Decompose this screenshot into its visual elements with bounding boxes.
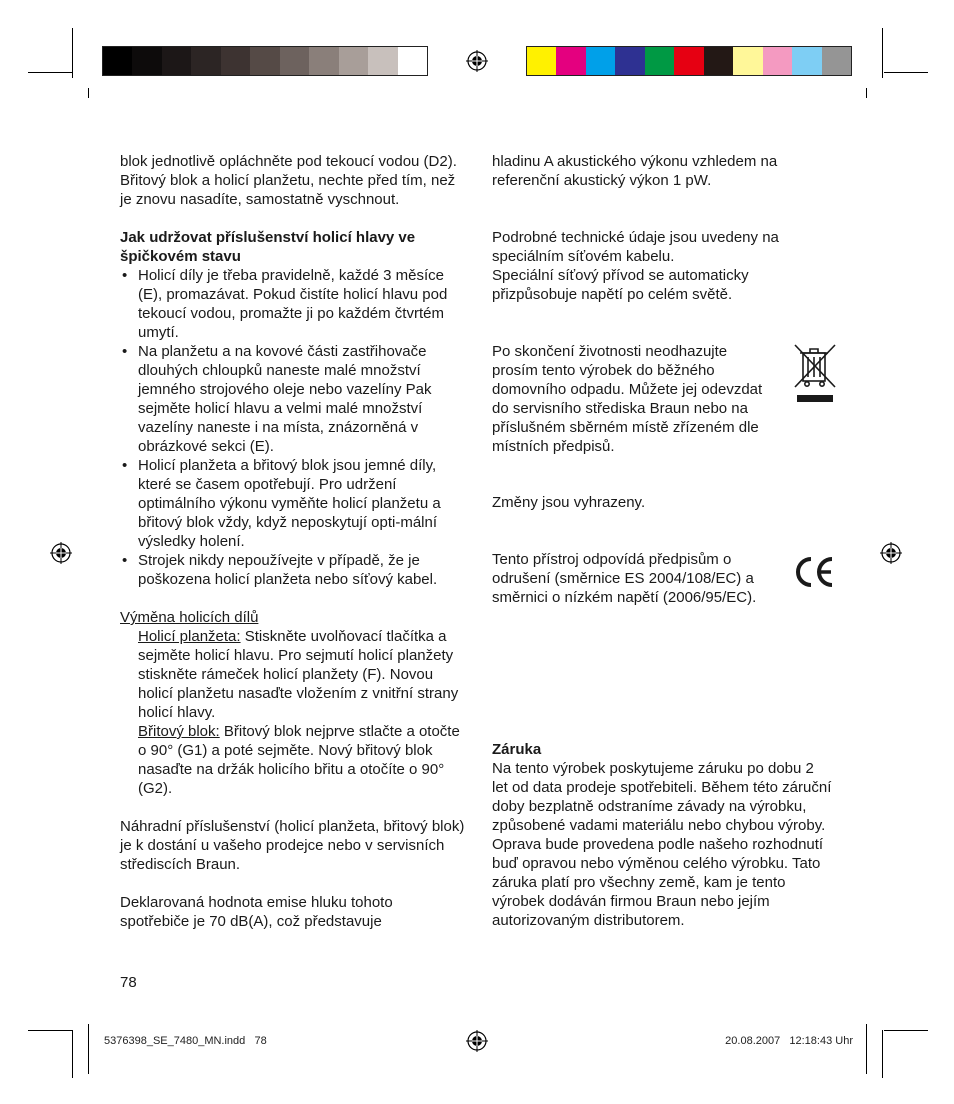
tech-paragraph-1: Podrobné technické údaje jsou uvedeny na speciálním síťovém kabelu. (492, 229, 779, 265)
crop-mark (72, 1030, 73, 1078)
ce-paragraph: Tento přístroj odpovídá předpisům o odrušení (směrnice ES 2004/108/EC) a směrnici o nízkém napětí (2006/95/EC). (492, 551, 757, 606)
cutter-label: Břitový blok: (138, 723, 220, 740)
color-swatch (763, 47, 792, 75)
color-swatch (704, 47, 733, 75)
left-column (120, 152, 465, 931)
color-swatch (162, 47, 191, 75)
crop-mark (88, 1024, 89, 1074)
color-swatch (586, 47, 615, 75)
cutter-instructions (120, 722, 465, 798)
noise-continued: hladinu A akustického výkonu vzhledem na referenční akustický výkon 1 pW. (492, 153, 778, 189)
registration-mark-icon (466, 1030, 488, 1052)
crop-mark (88, 88, 89, 98)
registration-mark-icon (50, 542, 72, 564)
color-swatch (398, 47, 427, 75)
crop-mark (866, 1024, 867, 1074)
color-swatch (250, 47, 279, 75)
color-swatch (339, 47, 368, 75)
crop-mark (866, 88, 867, 98)
crop-mark (72, 28, 73, 78)
foil-instructions (120, 627, 465, 722)
crop-mark (884, 1030, 928, 1031)
color-swatch (645, 47, 674, 75)
crop-mark (884, 72, 928, 73)
color-swatch (191, 47, 220, 75)
registration-mark-icon (466, 50, 488, 72)
warranty-section (492, 740, 832, 930)
color-swatch (103, 47, 132, 75)
list-item: • Na planžetu a na kovové části zastřihovače dlouhých chloupků naneste malé množství jemného strojového oleje nebo vazelíny Pak sejměte holicí hlavu a velmi malé množství vazelíny naneste i na místa, znázorněná v obrázkové sekci (E). (120, 342, 465, 456)
color-swatch (615, 47, 644, 75)
gray-color-bar (102, 46, 428, 76)
weee-crossed-bin-icon (793, 343, 837, 405)
crop-mark (28, 72, 72, 73)
footer-file-info: 5376398_SE_7480_MN.indd 78 (104, 1035, 267, 1047)
replace-heading: Výměna holicích dílů (120, 609, 259, 626)
page-number: 78 (120, 974, 137, 991)
color-swatch (792, 47, 821, 75)
foil-label: Holicí planžeta: (138, 628, 241, 645)
color-swatch (368, 47, 397, 75)
list-item: • Holicí planžeta a břitový blok jsou jemné díly, které se časem opotřebují. Pro udržení optimálního výkonu vyměňte holicí planžetu a břitový blok vždy, když neposkytují opti-mální výsledky holení. (120, 456, 465, 551)
cutter-text: Břitový blok nejprve stlačte a otočte o 90° (G1) a poté sejměte. Nový břitový blok nasaďte na držák holicího břitu a otočíte o 90° (G2). (138, 723, 460, 797)
spare-parts-paragraph: Náhradní příslušenství (holicí planžeta, břitový blok) je k dostání u vašeho prodejce nebo v servisních střediscích Braun. (120, 818, 465, 873)
color-swatch (221, 47, 250, 75)
footer-datetime: 20.08.2007 12:18:43 Uhr (725, 1035, 853, 1047)
noise-paragraph: Deklarovaná hodnota emise hluku tohoto spotřebiče je 70 dB(A), což představuje (120, 894, 393, 930)
process-color-bar (526, 46, 852, 76)
changes-reserved: Změny jsou vyhrazeny. (492, 494, 646, 511)
tech-paragraph-2: Speciální síťový přívod se automaticky přizpůsobuje napětí po celém světě. (492, 267, 749, 303)
care-heading: Jak udržovat příslušenství holicí hlavy ve špičkovém stavu (120, 229, 416, 265)
color-swatch (674, 47, 703, 75)
registration-mark-icon (880, 542, 902, 564)
list-item: • Strojek nikdy nepoužívejte v případě, že je poškozena holicí planžeta nebo síťový kabel. (120, 551, 465, 589)
color-swatch (309, 47, 338, 75)
ce-mark-icon (792, 555, 836, 589)
tech-data (492, 228, 832, 304)
crop-mark (28, 1030, 72, 1031)
disposal-paragraph: Po skončení životnosti neodhazujte prosím tento výrobek do běžného domovního odpadu. Můžete jej odevzdat do servisního střediska Braun nebo na příslušném sběrném místě zřízeném dle místních předpisů. (492, 343, 763, 455)
crop-mark (882, 1030, 883, 1078)
color-swatch (733, 47, 762, 75)
intro-paragraph: blok jednotlivě opláchněte pod tekoucí vodou (D2). Břitový blok a holicí planžetu, nechte před tím, než je znovu nasadíte, samostatně vyschnout. (120, 153, 457, 208)
warranty-heading: Záruka (492, 741, 542, 758)
color-swatch (822, 47, 851, 75)
list-item: • Holicí díly je třeba pravidelně, každé 3 měsíce (E), promazávat. Pokud čistíte holicí hlavu pod tekoucí vodou, promažte ji po každém čtvrtém umytí. (120, 266, 465, 342)
color-swatch (556, 47, 585, 75)
color-swatch (132, 47, 161, 75)
color-swatch (527, 47, 556, 75)
foil-text: Stiskněte uvolňovací tlačítka a sejměte holicí hlavu. Pro sejmutí holicí planžety stiskněte rámeček holicí planžety (F). Novou holicí planžetu nasaďte vložením z vnitřní strany holicí hlavy. (138, 628, 459, 721)
color-swatch (280, 47, 309, 75)
warranty-paragraph: Na tento výrobek poskytujeme záruku po dobu 2 let od data prodeje spotřebiteli. Během této záruční doby bezplatně odstraníme závady na výrobku, způsobené vadami materiálu nebo chybou výroby. Oprava bude provedena podle našeho rozhodnutí buď opravou nebo výměnou celého výrobku. Tato záruka platí pro všechny země, kam je tento výrobek dodáván firmou Braun nebo jejím autorizovaným distributorem. (492, 760, 832, 929)
care-list (120, 266, 465, 589)
crop-mark (882, 28, 883, 78)
